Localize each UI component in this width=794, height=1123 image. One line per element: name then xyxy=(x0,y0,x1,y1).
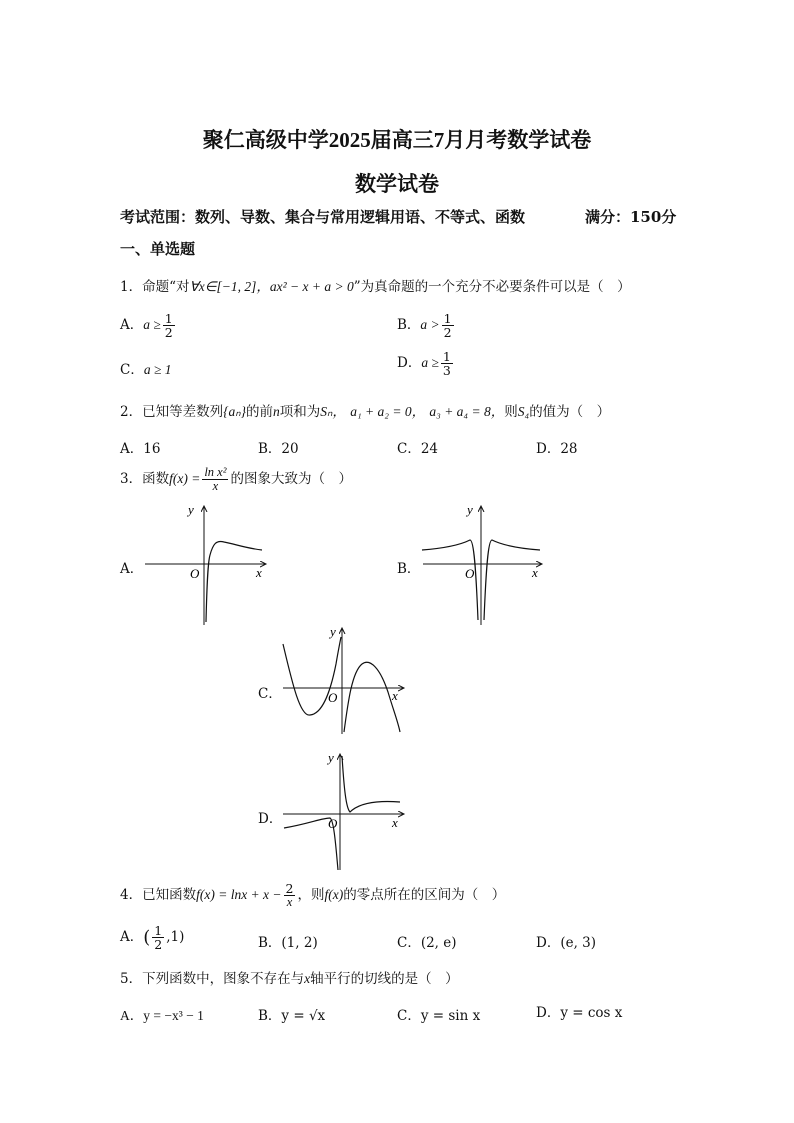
graph-a[interactable] xyxy=(140,500,270,628)
q3-fx: f(x) = xyxy=(169,471,201,486)
exam-score: 满分：150分 xyxy=(585,208,677,226)
q5-option-a[interactable]: A．y = −x³ − 1 xyxy=(120,1008,204,1023)
q2-sn: Sₙ， xyxy=(320,404,346,419)
y-label: y xyxy=(328,750,334,765)
option-expr: a ≥ xyxy=(421,355,439,370)
exam-scope: 考试范围：数列、导数、集合与常用逻辑用语、不等式、函数 xyxy=(120,208,526,226)
q2-option-c[interactable]: C．24 xyxy=(397,441,439,457)
origin-label: O xyxy=(328,816,338,831)
q4-text: ，则 xyxy=(297,887,325,903)
q1-pre: 命题“对 xyxy=(142,279,190,295)
question-2 xyxy=(120,400,610,420)
q2-text: 的前 xyxy=(246,404,274,420)
question-5 xyxy=(120,967,459,987)
q2-number: 2． xyxy=(120,404,143,420)
q2-eq2: a₃ + a₄ = 8， xyxy=(429,404,505,419)
y-label: y xyxy=(188,502,194,517)
q3-option-a[interactable]: A． xyxy=(120,561,144,577)
q1-option-c[interactable] xyxy=(120,358,172,378)
q2-option-b[interactable]: B．20 xyxy=(258,441,299,457)
frac-num: 1 xyxy=(443,311,452,326)
q2-text: 则 xyxy=(504,404,518,420)
option-letter: C． xyxy=(120,362,144,378)
q4-option-a[interactable]: A．( $\frac{1}{2}$ ,1) xyxy=(120,923,185,952)
q3-number: 3． xyxy=(120,471,143,487)
q2-text: 项和为 xyxy=(279,404,321,420)
fraction: $\frac{1}{2}$ xyxy=(154,923,163,952)
frac-num: 2 xyxy=(285,881,294,896)
q2-option-a[interactable]: A．16 xyxy=(120,441,161,457)
graph-b[interactable] xyxy=(418,500,546,628)
q5-option-d[interactable]: D．y = cos x xyxy=(536,1005,623,1021)
q4-option-d[interactable]: D．(e, 3) xyxy=(536,935,597,951)
option-letter: A． xyxy=(120,317,144,333)
q3-text: 的图象大致为（ ） xyxy=(230,471,352,487)
q4-fx: f(x) = lnx + x − xyxy=(196,887,282,902)
frac-num: ln x² xyxy=(204,465,227,479)
option-expr: a ≥ 1 xyxy=(143,362,172,377)
fraction xyxy=(163,312,175,339)
question-3 xyxy=(120,466,352,493)
q5-option-c[interactable]: C．y = sin x xyxy=(397,1008,481,1024)
origin-label: O xyxy=(190,566,200,581)
q4-number: 4． xyxy=(120,887,143,903)
graph-d[interactable] xyxy=(278,748,408,873)
q1-option-b[interactable] xyxy=(397,312,456,339)
fraction xyxy=(441,350,453,377)
q5-text: 轴平行的切线的是（ ） xyxy=(310,971,459,987)
origin-label: O xyxy=(328,690,338,705)
q1-number: 1． xyxy=(120,279,143,295)
section-heading: 一、单选题 xyxy=(120,240,196,258)
q3-text: 函数 xyxy=(142,471,170,487)
q1-option-d[interactable] xyxy=(397,350,455,377)
y-label: y xyxy=(467,502,473,517)
option-letter: A． xyxy=(120,929,144,945)
option-tail: ,1) xyxy=(166,929,185,945)
option-letter: D． xyxy=(397,355,422,371)
fraction xyxy=(202,466,228,493)
fraction xyxy=(284,882,296,909)
x-label: x xyxy=(392,815,398,830)
q4-option-c[interactable]: C．(2, e) xyxy=(397,935,457,951)
q3-option-b[interactable]: B． xyxy=(397,561,421,577)
curve-right xyxy=(484,540,540,620)
q3-option-c[interactable]: C． xyxy=(258,686,282,702)
exam-subtitle: 数学试卷 xyxy=(355,172,439,196)
frac-num: 1 xyxy=(164,311,173,326)
q2-n: n xyxy=(273,404,280,419)
q5-text: 下列函数中，图象不存在与 xyxy=(142,971,305,987)
q5-number: 5． xyxy=(120,971,143,987)
x-label: x xyxy=(392,688,398,703)
q2-text: 的值为（ ） xyxy=(529,404,611,420)
q1-option-a[interactable] xyxy=(120,312,177,339)
frac-den: 3 xyxy=(442,363,451,378)
q1-condition: ∀x∈[−1, 2]，ax² − x + a > 0 xyxy=(189,279,354,294)
exam-title: 聚仁高级中学2025届高三7月月考数学试卷 xyxy=(202,128,592,152)
q3-option-d[interactable]: D． xyxy=(258,811,283,827)
q5-option-b[interactable]: B．y = √x xyxy=(258,1008,326,1024)
q4-text: 的零点所在的区间为（ ） xyxy=(343,887,506,903)
question-1 xyxy=(120,275,631,295)
q4-text: 已知函数 xyxy=(142,887,197,903)
q1-post: ”为真命题的一个充分不必要条件可以是（ ） xyxy=(353,279,631,295)
q2-eq1: a₁ + a₂ = 0， xyxy=(350,404,426,419)
frac-den: 2 xyxy=(443,325,452,340)
x-label: x xyxy=(256,565,262,580)
q2-option-d[interactable]: D．28 xyxy=(536,441,578,457)
q2-s4: S₄ xyxy=(517,404,530,419)
origin-label: O xyxy=(465,566,475,581)
curve xyxy=(206,542,262,622)
q4-fx2: f(x) xyxy=(324,887,344,902)
x-label: x xyxy=(532,565,538,580)
graph-c[interactable] xyxy=(278,622,408,737)
q5-x: x xyxy=(304,971,311,986)
frac-den: x xyxy=(286,895,293,909)
option-expr: a > xyxy=(420,317,440,332)
question-4 xyxy=(120,882,505,909)
frac-num: 1 xyxy=(442,349,451,364)
y-label: y xyxy=(330,624,336,639)
q2-seq: {aₙ} xyxy=(223,404,247,419)
curve-right xyxy=(342,756,400,812)
frac-den: 2 xyxy=(164,325,173,340)
frac-den: x xyxy=(212,479,219,493)
q4-option-b[interactable]: B．(1, 2) xyxy=(258,935,318,951)
fraction xyxy=(442,312,454,339)
option-expr: a ≥ xyxy=(143,317,161,332)
q2-text: 已知等差数列 xyxy=(142,404,224,420)
option-letter: B． xyxy=(397,317,421,333)
